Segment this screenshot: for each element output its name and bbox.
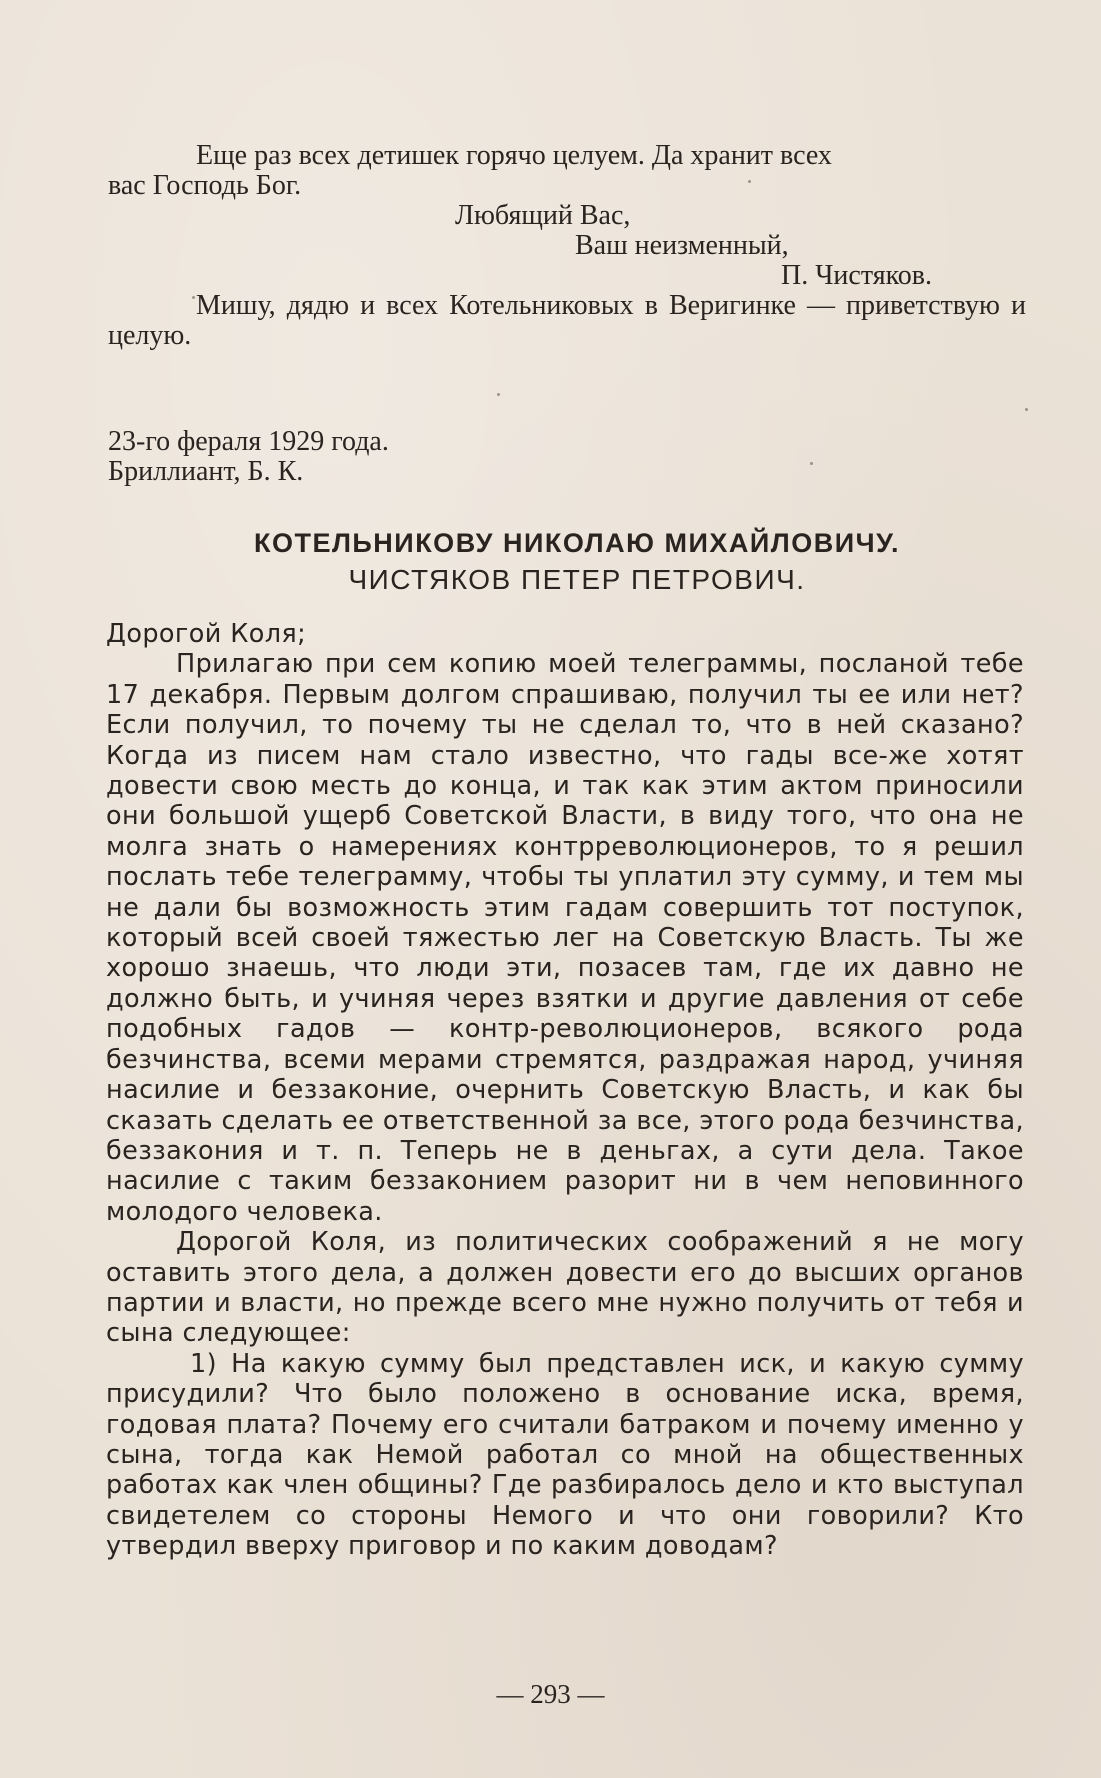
sender-heading: ЧИСТЯКОВ ПЕТЕР ПЕТРОВИЧ. bbox=[348, 564, 806, 595]
paper-speck bbox=[192, 296, 195, 299]
letter-heading bbox=[108, 525, 1026, 599]
letter-closing bbox=[108, 141, 1026, 351]
postscript: Мишу, дядю и всех Котельниковых в Веригинке — приветствую и целую. bbox=[108, 290, 1026, 351]
salutation: Дорогой Коля; bbox=[106, 619, 307, 649]
paper-speck bbox=[810, 462, 813, 465]
signature-line-1: Любящий Вас, bbox=[455, 200, 631, 231]
page-number: — 293 — bbox=[496, 1679, 605, 1709]
paragraph: Прилагаю при сем копию моей телеграммы, посланой тебе 17 декабря. Первым долгом спрашиваю, получил ты ее или нет? Если получил, то почему ты не сделал то, что в ней сказано? Когда из писем нам стало известно, что гады все-же хотят довести свою месть до конца, и так как этим актом приносили они большой ущерб Советской Власти, в виду того, что она не молга знать о намерениях контрреволюционеров, то я решил послать тебе телеграмму, чтобы ты уплатил эту сумму, и тем мы не дали бы возможность этим гадам совершить тот поступок, который всей своей тяжестью лег на Советскую Власть. Ты же хорошо знаешь, что люди эти, позасев там, где их давно не должно быть, и учиняя через взятки и другие давления от себе подобных гадов — контр-революционеров, всякого рода безчинства, всеми мерами стремятся, раздражая народ, учиняя насилие и беззаконие, очернить Советскую Власть, и как бы сказать сделать ее ответственной за все, этого рода безчинства, беззакония и т. п. Теперь не в деньгах, а сути дела. Такое насилие с таким беззаконием разорит ни в чем неповинного молодого человека. bbox=[106, 649, 1024, 1227]
paper-speck bbox=[1025, 408, 1028, 411]
dateline bbox=[108, 427, 1026, 487]
paper-speck bbox=[497, 393, 500, 396]
letter-date: 23-го фераля 1929 года. bbox=[108, 426, 389, 457]
paragraph: Дорогой Коля, из политических соображений я не могу оставить этого дела, а должен довести его до высших органов партии и власти, но прежде всего мне нужно получить от тебя и сына следующее: bbox=[106, 1227, 1024, 1349]
recipient-heading: КОТЕЛЬНИКОВУ НИКОЛАЮ МИХАЙЛОВИЧУ. bbox=[253, 528, 901, 558]
paper-speck bbox=[748, 180, 751, 183]
numbered-question: 1) На какую сумму был представлен иск, и какую сумму присудили? Что было положено в основание иска, время, годовая плата? Почему его считали батраком и почему именно у сына, тогда как Немой работал со мной на общественных работах как член общины? Где разбиралось дело и кто выступал свидетелем со стороны Немого и что они говорили? Кто утвердил вверху приговор и по каким доводам? bbox=[106, 1348, 1024, 1562]
letter-body bbox=[106, 619, 1024, 1562]
signature-name: П. Чистяков. bbox=[781, 260, 932, 291]
closing-line-1: Еще раз всех детишек горячо целуем. Да хранит всех bbox=[196, 140, 832, 171]
letter-place: Бриллиант, Б. К. bbox=[108, 456, 304, 487]
signature-line-2: Ваш неизменный, bbox=[575, 230, 789, 261]
closing-line-2: вас Господь Бог. bbox=[108, 170, 302, 201]
